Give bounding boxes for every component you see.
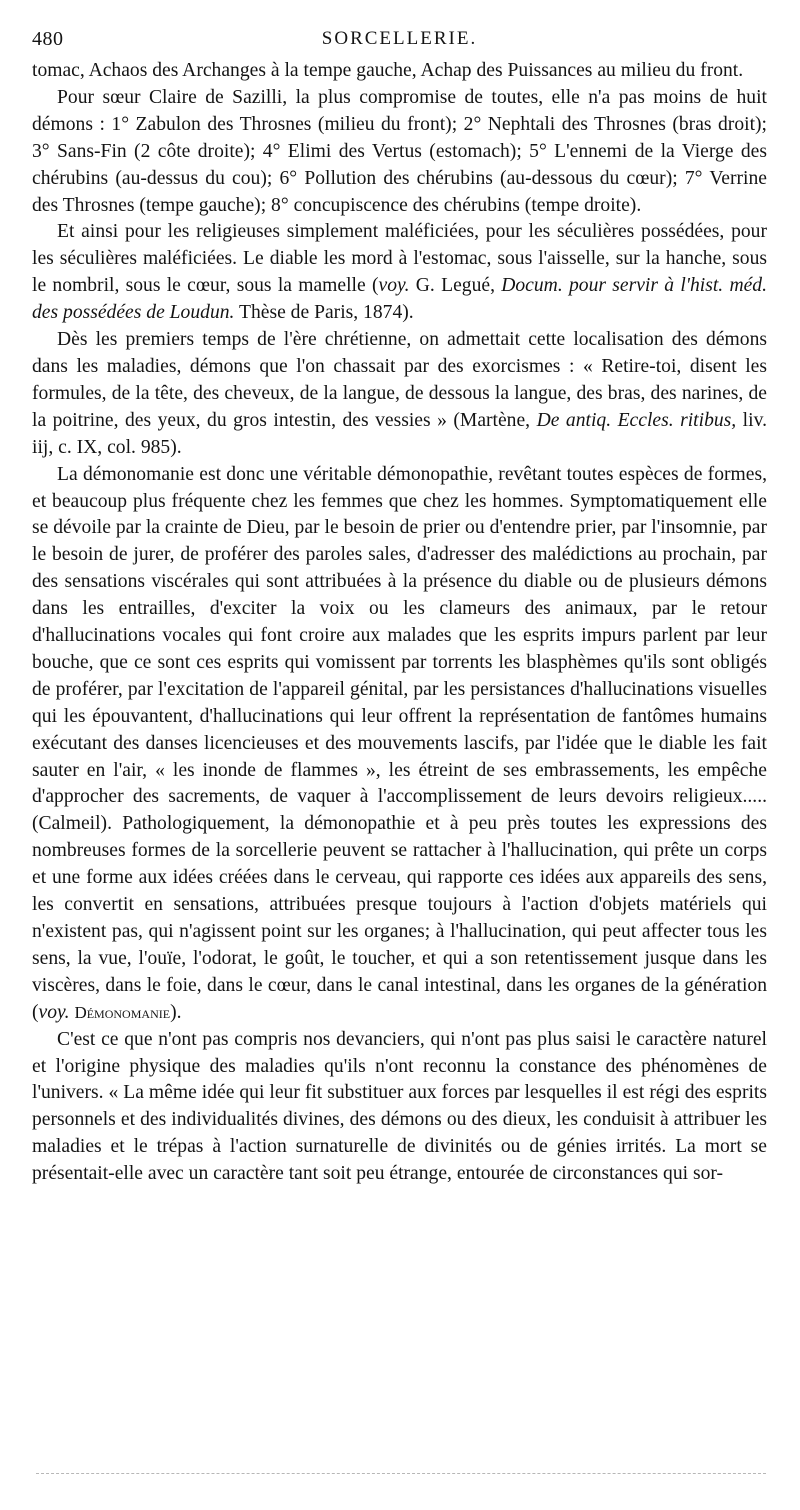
- page-header: [32, 28, 767, 58]
- paragraph-3-text-a: Et ainsi pour les religieuses simplement maléficiées, pour les séculières possédées, pour les séculières maléficiées. Le diable les mord à l'estomac, sous l'aisselle, sur la hanche, sous le nombril, sous le cœur, sous la mamelle (: [32, 221, 767, 297]
- paragraph-5-text-c: ).: [170, 1001, 182, 1023]
- paragraph-5: [32, 462, 767, 1027]
- document-page: [32, 28, 767, 1188]
- bottom-rule: [36, 1473, 766, 1474]
- paragraph-3: [32, 219, 767, 327]
- voy-abbrev: voy.: [38, 1001, 70, 1023]
- paragraph-5-text-a: La démonomanie est donc une véritable démonopathie, revêtant toutes espèces de formes, et beaucoup plus fréquente chez les femmes que chez les hommes. Symptomatiquement elle se dévoile par la crainte de Dieu, par le besoin de prier ou d'entendre prier, par l'insomnie, par le besoin de jurer, de proférer des paroles sales, d'adresser des malédictions au prochain, par des sensations viscérales qui sont attribuées à la présence du diable ou de plusieurs démons dans les entrailles, d'exciter la voix ou les clameurs des animaux, par le retour d'hallucinations vocales qui font croire aux malades que les esprits impurs parlent par leur bouche, que ce sont ces esprits qui vomissent par torrents les blasphèmes qu'ils sont obligés de proférer, par l'excitation de l'appareil génital, par les persistances d'hallucinations visuelles qui les épouvantent, d'hallucinations qui leur offrent la représentation de fantômes humains exécutant des danses licencieuses et des mouvements lascifs, par l'idée que le diable les fait sauter en l'air, « les inonde de flammes », les étreint de ses embrassements, les empêche d'approcher des sacrements, de vaquer à l'accomplissement de leurs devoirs religieux..... (Calmeil). Pathologiquement, la démonopathie et à peu près toutes les expressions des nombreuses formes de la sorcellerie peuvent se rattacher à l'hallucination, qui prête un corps et une forme aux idées créées dans le cerveau, qui rapporte ces idées aux appareils des sens, les convertit en sensations, attribuées presque toujours à l'action d'objets matériels qui n'existent pas, qui n'agissent point sur les organes; à l'hallucination, qui peut affecter tous les sens, la vue, l'ouïe, l'odorat, le goût, le toucher, et qui a son retentissement jusque dans les viscères, dans le foie, dans le cœur, dans le canal intestinal, dans les organes de la génération (: [32, 463, 767, 1023]
- page-number: 480: [32, 28, 64, 50]
- citation-title: Docum. pour servir à l'hist. méd. des possédées de Loudun.: [32, 275, 767, 324]
- paragraph-6: C'est ce que n'ont pas compris nos devanciers, qui n'ont pas plus saisi le caractère naturel et l'origine physique des maladies qu'ils n'ont reconnu la constance des phénomènes de l'univers. « La même idée qui leur fit substituer aux forces par lesquelles il est régi des esprits personnels et des individualités divines, des démons ou des dieux, les conduisit à attribuer les maladies et le trépas à l'action surnaturelle de divinités ou de génies irrités. La mort se présentait-elle avec un caractère tant soit peu étrange, entourée de circonstances qui sor-: [32, 1028, 767, 1185]
- cross-reference: Démonomanie: [74, 1002, 171, 1022]
- voy-abbrev: voy.: [378, 275, 410, 297]
- paragraph-2: Pour sœur Claire de Sazilli, la plus compromise de toutes, elle n'a pas moins de huit démons : 1° Zabulon des Throsnes (milieu du front); 2° Nephtali des Throsnes (bras droit); 3° Sans-Fin (2 côte droite); 4° Elimi des Vertus (estomach); 5° L'ennemi de la Vierge des chérubins (au-dessus du cou); 6° Pollution des chérubins (au-dessous du cœur); 7° Verrine des Throsnes (tempe gauche); 8° concupiscence des chérubins (tempe droite).: [32, 86, 767, 216]
- paragraph-4: [32, 327, 767, 462]
- paragraph-4-text-b: liv. iij, c. IX, col. 985).: [32, 409, 767, 458]
- paragraph-1: tomac, Achaos des Archanges à la tempe gauche, Achap des Puissances au milieu du front.: [32, 60, 744, 81]
- running-title: SORCELLERIE.: [321, 28, 478, 49]
- paragraph-4-text-a: Dès les premiers temps de l'ère chrétienne, on admettait cette localisation des démons dans les maladies, démons que l'on chassait par des exorcismes : « Retire-toi, disent les formules, de la tête, des cheveux, de la langue, de dessous la langue, des bras, des narines, de la poitrine, des yeux, du gros intestin, des vessies » (Martène,: [32, 329, 767, 431]
- paragraph-3-text-c: Thèse de Paris, 1874).: [234, 302, 414, 324]
- body-text: [32, 58, 767, 1188]
- citation-title: De antiq. Eccles. ritibus,: [536, 409, 737, 431]
- paragraph-3-text-b: G. Legué,: [409, 275, 502, 297]
